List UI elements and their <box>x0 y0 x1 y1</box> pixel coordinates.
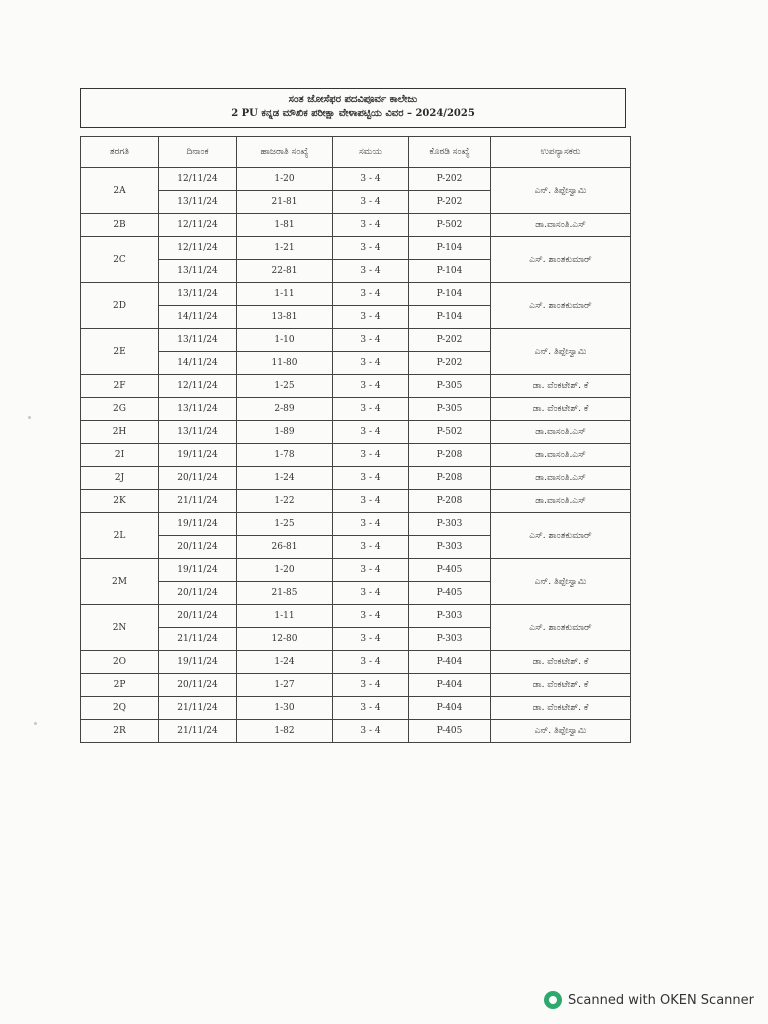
scanner-logo-icon <box>544 991 562 1009</box>
room-cell: P-202 <box>409 191 491 214</box>
class-cell: 2I <box>81 444 159 467</box>
table-row <box>81 605 631 628</box>
column-header: ಕೊಠಡಿ ಸಂಖ್ಯೆ <box>409 137 491 168</box>
date-cell: 12/11/24 <box>159 237 237 260</box>
date-cell: 19/11/24 <box>159 513 237 536</box>
class-cell: 2K <box>81 490 159 513</box>
lecturer-cell: ಎನ್. ತಿಪ್ಪೇಸ್ವಾಮಿ <box>491 559 631 605</box>
attendance-cell: 1-30 <box>237 697 333 720</box>
time-cell: 3 - 4 <box>333 490 409 513</box>
time-cell: 3 - 4 <box>333 260 409 283</box>
class-cell: 2O <box>81 651 159 674</box>
lecturer-cell: ಎಸ್. ಶಾಂತಕುಮಾರ್ <box>491 283 631 329</box>
room-cell: P-104 <box>409 260 491 283</box>
time-cell: 3 - 4 <box>333 697 409 720</box>
date-cell: 13/11/24 <box>159 191 237 214</box>
time-cell: 3 - 4 <box>333 306 409 329</box>
table-row <box>81 697 631 720</box>
room-cell: P-104 <box>409 237 491 260</box>
time-cell: 3 - 4 <box>333 467 409 490</box>
table-row <box>81 674 631 697</box>
date-cell: 12/11/24 <box>159 375 237 398</box>
date-cell: 13/11/24 <box>159 329 237 352</box>
class-cell: 2G <box>81 398 159 421</box>
lecturer-cell: ಡಾ. ವೆಂಕಟೇಶ್. ಕೆ <box>491 651 631 674</box>
lecturer-cell: ಎಸ್. ಶಾಂತಕುಮಾರ್ <box>491 605 631 651</box>
lecturer-cell: ಎನ್. ತಿಪ್ಪೇಸ್ವಾಮಿ <box>491 720 631 743</box>
lecturer-cell: ಡಾ. ವೆಂಕಟೇಶ್. ಕೆ <box>491 398 631 421</box>
attendance-cell: 1-24 <box>237 651 333 674</box>
scan-speck <box>28 416 31 419</box>
attendance-cell: 1-20 <box>237 559 333 582</box>
table-row <box>81 490 631 513</box>
schedule-table <box>80 136 631 743</box>
attendance-cell: 2-89 <box>237 398 333 421</box>
scanner-watermark <box>544 991 754 1009</box>
lecturer-cell: ಡಾ. ವೆಂಕಟೇಶ್. ಕೆ <box>491 697 631 720</box>
class-cell: 2P <box>81 674 159 697</box>
time-cell: 3 - 4 <box>333 536 409 559</box>
time-cell: 3 - 4 <box>333 352 409 375</box>
time-cell: 3 - 4 <box>333 191 409 214</box>
room-cell: P-104 <box>409 306 491 329</box>
document-title-box <box>80 88 626 128</box>
attendance-cell: 1-11 <box>237 605 333 628</box>
time-cell: 3 - 4 <box>333 375 409 398</box>
room-cell: P-405 <box>409 582 491 605</box>
date-cell: 20/11/24 <box>159 605 237 628</box>
room-cell: P-202 <box>409 352 491 375</box>
time-cell: 3 - 4 <box>333 628 409 651</box>
class-cell: 2D <box>81 283 159 329</box>
table-row <box>81 168 631 191</box>
attendance-cell: 1-27 <box>237 674 333 697</box>
room-cell: P-303 <box>409 536 491 559</box>
scanner-text: Scanned with OKEN Scanner <box>568 992 754 1008</box>
table-row <box>81 421 631 444</box>
date-cell: 19/11/24 <box>159 444 237 467</box>
attendance-cell: 1-20 <box>237 168 333 191</box>
schedule-body <box>81 168 631 743</box>
lecturer-cell: ಡಾ.ವಾಸಂತಿ.ಎಸ್ <box>491 467 631 490</box>
attendance-cell: 11-80 <box>237 352 333 375</box>
lecturer-cell: ಡಾ.ವಾಸಂತಿ.ಎಸ್ <box>491 490 631 513</box>
room-cell: P-104 <box>409 283 491 306</box>
table-row <box>81 467 631 490</box>
class-cell: 2N <box>81 605 159 651</box>
room-cell: P-404 <box>409 697 491 720</box>
date-cell: 19/11/24 <box>159 559 237 582</box>
attendance-cell: 1-81 <box>237 214 333 237</box>
time-cell: 3 - 4 <box>333 582 409 605</box>
table-row <box>81 398 631 421</box>
room-cell: P-305 <box>409 375 491 398</box>
time-cell: 3 - 4 <box>333 283 409 306</box>
column-header: ಹಾಜರಾತಿ ಸಂಖ್ಯೆ <box>237 137 333 168</box>
class-cell: 2L <box>81 513 159 559</box>
table-row <box>81 329 631 352</box>
attendance-cell: 1-11 <box>237 283 333 306</box>
date-cell: 21/11/24 <box>159 628 237 651</box>
date-cell: 21/11/24 <box>159 490 237 513</box>
class-cell: 2E <box>81 329 159 375</box>
time-cell: 3 - 4 <box>333 168 409 191</box>
time-cell: 3 - 4 <box>333 237 409 260</box>
attendance-cell: 1-25 <box>237 375 333 398</box>
room-cell: P-303 <box>409 513 491 536</box>
room-cell: P-202 <box>409 168 491 191</box>
class-cell: 2J <box>81 467 159 490</box>
attendance-cell: 1-78 <box>237 444 333 467</box>
time-cell: 3 - 4 <box>333 513 409 536</box>
attendance-cell: 12-80 <box>237 628 333 651</box>
lecturer-cell: ಎನ್. ತಿಪ್ಪೇಸ್ವಾಮಿ <box>491 168 631 214</box>
date-cell: 13/11/24 <box>159 260 237 283</box>
column-header: ಸಮಯ <box>333 137 409 168</box>
attendance-cell: 13-81 <box>237 306 333 329</box>
date-cell: 20/11/24 <box>159 674 237 697</box>
time-cell: 3 - 4 <box>333 605 409 628</box>
time-cell: 3 - 4 <box>333 720 409 743</box>
date-cell: 13/11/24 <box>159 398 237 421</box>
table-row <box>81 513 631 536</box>
date-cell: 13/11/24 <box>159 421 237 444</box>
attendance-cell: 1-82 <box>237 720 333 743</box>
class-cell: 2H <box>81 421 159 444</box>
scan-speck <box>34 722 37 725</box>
column-header: ಉಪನ್ಯಾಸಕರು <box>491 137 631 168</box>
attendance-cell: 1-25 <box>237 513 333 536</box>
time-cell: 3 - 4 <box>333 398 409 421</box>
room-cell: P-202 <box>409 329 491 352</box>
time-cell: 3 - 4 <box>333 559 409 582</box>
room-cell: P-208 <box>409 490 491 513</box>
table-row <box>81 559 631 582</box>
time-cell: 3 - 4 <box>333 329 409 352</box>
date-cell: 14/11/24 <box>159 352 237 375</box>
college-name: ಸಂತ ಜೋಸೆಫರ ಪದವಿಪೂರ್ವ ಕಾಲೇಜು <box>288 94 418 105</box>
date-cell: 12/11/24 <box>159 168 237 191</box>
lecturer-cell: ಡಾ.ವಾಸಂತಿ.ಎಸ್ <box>491 421 631 444</box>
date-cell: 21/11/24 <box>159 697 237 720</box>
class-cell: 2C <box>81 237 159 283</box>
room-cell: P-405 <box>409 559 491 582</box>
room-cell: P-303 <box>409 605 491 628</box>
room-cell: P-305 <box>409 398 491 421</box>
lecturer-cell: ಡಾ.ವಾಸಂತಿ.ಎಸ್ <box>491 444 631 467</box>
table-row <box>81 375 631 398</box>
attendance-cell: 1-10 <box>237 329 333 352</box>
date-cell: 13/11/24 <box>159 283 237 306</box>
table-row <box>81 283 631 306</box>
date-cell: 12/11/24 <box>159 214 237 237</box>
attendance-cell: 21-85 <box>237 582 333 605</box>
room-cell: P-502 <box>409 421 491 444</box>
room-cell: P-303 <box>409 628 491 651</box>
class-cell: 2R <box>81 720 159 743</box>
date-cell: 20/11/24 <box>159 467 237 490</box>
date-cell: 21/11/24 <box>159 720 237 743</box>
room-cell: P-208 <box>409 467 491 490</box>
table-row <box>81 237 631 260</box>
lecturer-cell: ಡಾ. ವೆಂಕಟೇಶ್. ಕೆ <box>491 375 631 398</box>
time-cell: 3 - 4 <box>333 214 409 237</box>
lecturer-cell: ಎನ್. ತಿಪ್ಪೇಸ್ವಾಮಿ <box>491 329 631 375</box>
attendance-cell: 1-89 <box>237 421 333 444</box>
table-row <box>81 444 631 467</box>
attendance-cell: 1-21 <box>237 237 333 260</box>
column-header: ದಿನಾಂಕ <box>159 137 237 168</box>
date-cell: 14/11/24 <box>159 306 237 329</box>
class-cell: 2M <box>81 559 159 605</box>
class-cell: 2F <box>81 375 159 398</box>
date-cell: 20/11/24 <box>159 536 237 559</box>
room-cell: P-404 <box>409 674 491 697</box>
room-cell: P-404 <box>409 651 491 674</box>
attendance-cell: 22-81 <box>237 260 333 283</box>
attendance-cell: 26-81 <box>237 536 333 559</box>
schedule-title: 2 PU ಕನ್ನಡ ಮೌಖಿಕ ಪರೀಕ್ಷಾ ವೇಳಾಪಟ್ಟಿಯ ವಿವರ – 2024/2025 <box>231 108 475 119</box>
date-cell: 19/11/24 <box>159 651 237 674</box>
table-header-row <box>81 137 631 168</box>
class-cell: 2Q <box>81 697 159 720</box>
attendance-cell: 1-24 <box>237 467 333 490</box>
time-cell: 3 - 4 <box>333 651 409 674</box>
time-cell: 3 - 4 <box>333 674 409 697</box>
table-row <box>81 651 631 674</box>
time-cell: 3 - 4 <box>333 421 409 444</box>
lecturer-cell: ಡಾ.ವಾಸಂತಿ.ಎಸ್ <box>491 214 631 237</box>
lecturer-cell: ಡಾ. ವೆಂಕಟೇಶ್. ಕೆ <box>491 674 631 697</box>
column-header: ತರಗತಿ <box>81 137 159 168</box>
lecturer-cell: ಎಸ್. ಶಾಂತಕುಮಾರ್ <box>491 513 631 559</box>
time-cell: 3 - 4 <box>333 444 409 467</box>
attendance-cell: 21-81 <box>237 191 333 214</box>
room-cell: P-502 <box>409 214 491 237</box>
date-cell: 20/11/24 <box>159 582 237 605</box>
lecturer-cell: ಎಸ್. ಶಾಂತಕುಮಾರ್ <box>491 237 631 283</box>
class-cell: 2A <box>81 168 159 214</box>
table-row <box>81 720 631 743</box>
room-cell: P-405 <box>409 720 491 743</box>
class-cell: 2B <box>81 214 159 237</box>
room-cell: P-208 <box>409 444 491 467</box>
table-row <box>81 214 631 237</box>
attendance-cell: 1-22 <box>237 490 333 513</box>
